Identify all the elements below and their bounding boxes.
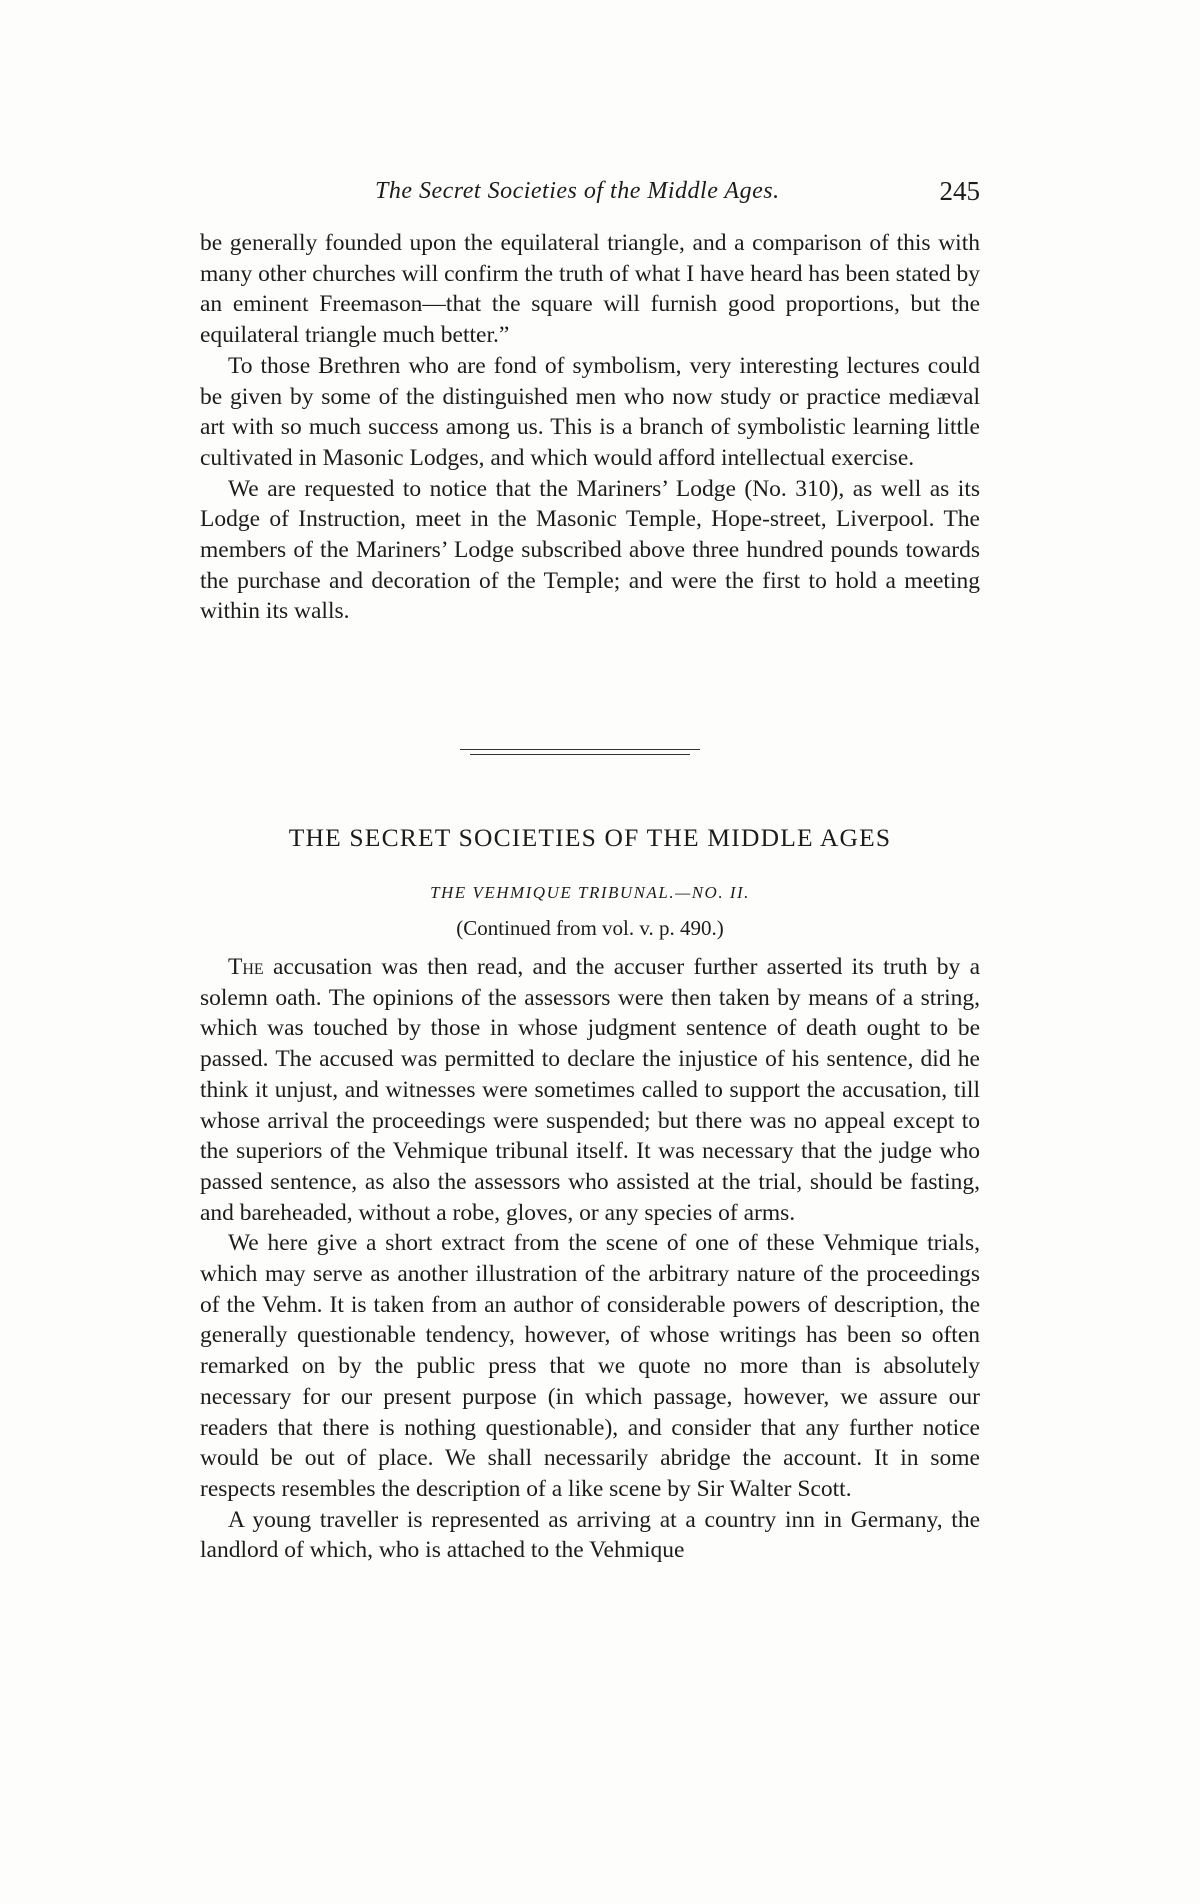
paragraph: To those Brethren who are fond of symbolism, very interesting lectures could be given by some of the distinguished men who now study or practice mediæval art with so much success among us. This is a branch of symbolistic learning little cultivated in Masonic Lodges, and which would afford intellectual exercise. bbox=[200, 352, 980, 471]
paragraph: We are requested to notice that the Mariners’ Lodge (No. 310), as well as its Lodge of Instruction, meet in the Masonic Temple, Hope-street, Liverpool. The members of the Mariners’ Lodge subscribed above three hundred pounds towards the purchase and decoration of the Temple; and were the first to hold a meeting within its walls. bbox=[200, 475, 980, 625]
article-subtitle: THE VEHMIQUE TRIBUNAL.—NO. II. bbox=[430, 883, 750, 902]
page-number: 245 bbox=[939, 176, 980, 206]
continued-note: (Continued from vol. v. p. 490.) bbox=[456, 916, 724, 940]
paragraph: be generally founded upon the equilateral triangle, and a comparison of this with many other churches will confirm the truth of what I have heard has been stated by an eminent Freemason—that the square will furnish good proportions, but the equilateral triangle much better.” bbox=[200, 230, 980, 349]
article-body bbox=[200, 952, 980, 1566]
paragraph: A young traveller is represented as arriving at a country inn in Germany, the landlord of which, who is attached to the Vehmique bbox=[200, 1506, 980, 1564]
paragraph bbox=[200, 952, 980, 1228]
paragraph-text: accusation was then read, and the accuser further asserted its truth by a solemn oath. The opinions of the assessors were then taken by means of a string, which was touched by those in whose judgment sentence of death ought to be passed. The accused was permitted to declare the injustice of his sentence, did he think it unjust, and witnesses were sometimes called to support the accusation, till whose arrival the proceedings were suspended; but there was no appeal except to the superiors of the Vehmique tribunal itself. It was necessary that the judge who passed sentence, as also the assessors who assisted at the trial, should be fasting, and bareheaded, without a robe, gloves, or any species of arms. bbox=[200, 954, 980, 1226]
article-title: THE SECRET SOCIETIES OF THE MIDDLE AGES bbox=[288, 823, 892, 852]
running-head bbox=[200, 178, 980, 218]
top-text-block bbox=[200, 228, 980, 627]
running-title: The Secret Societies of the Middle Ages. bbox=[375, 178, 780, 204]
paragraph: We here give a short extract from the scene of one of these Vehmique trials, which may serve as another illustration of the arbitrary nature of the proceedings of the Vehm. It is taken from an author of considerable powers of description, the generally questionable tendency, however, of whose writings has been so often remarked on by the public press that we quote no more than is absolutely necessary for our present purpose (in which passage, however, we assure our readers that there is nothing questionable), and consider that any further notice would be out of place. We shall necessarily abridge the account. It in some respects resembles the description of a like scene by Sir Walter Scott. bbox=[200, 1230, 980, 1502]
divider-line bbox=[470, 754, 690, 755]
section-divider bbox=[460, 749, 700, 759]
drop-word: The bbox=[228, 954, 264, 980]
divider-line bbox=[460, 749, 700, 750]
